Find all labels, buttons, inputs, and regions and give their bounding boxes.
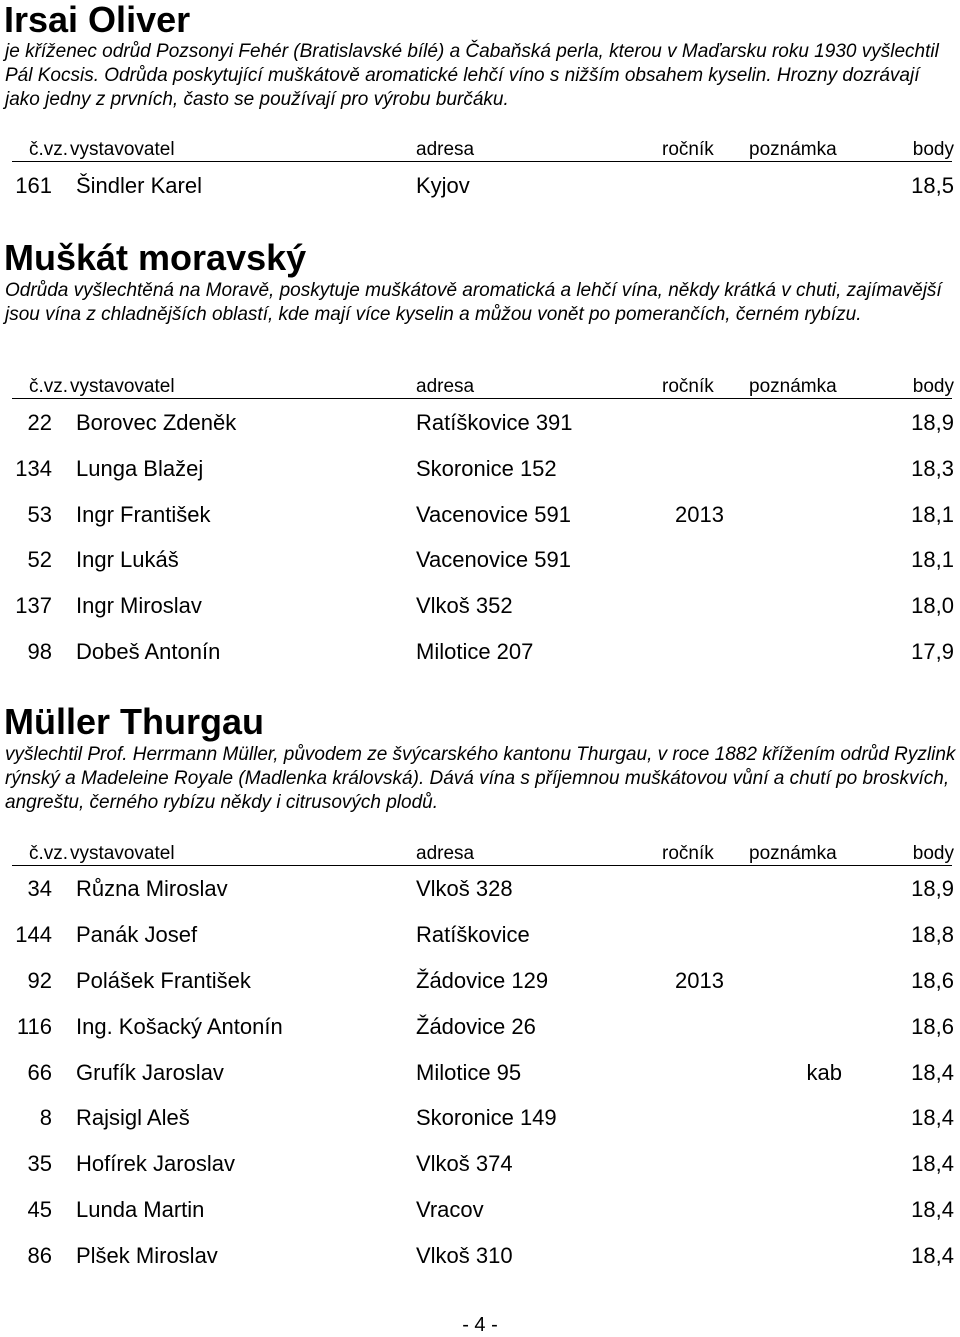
- table-row: [0, 920, 960, 950]
- row-address: Vracov: [416, 1197, 484, 1222]
- row-num: 8: [39, 1105, 52, 1130]
- header-year: ročník: [662, 843, 714, 864]
- table-row: [0, 1103, 960, 1133]
- row-address: Vlkoš 310: [416, 1243, 513, 1268]
- row-exhibitor: Rajsigl Aleš: [76, 1105, 190, 1130]
- row-num: 137: [15, 593, 52, 618]
- row-exhibitor: Grufík Jaroslav: [76, 1060, 224, 1085]
- row-num: 52: [27, 547, 52, 572]
- row-address: Vlkoš 352: [416, 593, 513, 618]
- row-points: 18,6: [911, 1014, 954, 1039]
- row-points: 18,9: [911, 876, 954, 901]
- header-note: poznámka: [749, 139, 837, 160]
- row-exhibitor: Hofírek Jaroslav: [76, 1151, 235, 1176]
- row-points: 18,3: [911, 456, 954, 481]
- row-exhibitor: Borovec Zdeněk: [76, 410, 237, 435]
- row-exhibitor: Plšek Miroslav: [76, 1243, 218, 1268]
- header-address: adresa: [416, 139, 475, 160]
- header-num: č.vz.: [28, 139, 68, 160]
- row-address: Milotice 207: [416, 639, 534, 664]
- row-points: 18,4: [911, 1151, 954, 1176]
- header-year: ročník: [662, 376, 714, 397]
- row-address: Ratíškovice 391: [416, 410, 573, 435]
- row-exhibitor: Dobeš Antonín: [76, 639, 221, 664]
- header-underline: [12, 398, 952, 399]
- row-exhibitor: Různa Miroslav: [76, 876, 228, 901]
- row-address: Ratíškovice: [416, 922, 530, 947]
- row-exhibitor: Lunga Blažej: [76, 456, 204, 481]
- row-points: 18,1: [911, 502, 954, 527]
- row-num: 86: [27, 1243, 52, 1268]
- table-row: [0, 1241, 960, 1271]
- header-address: adresa: [416, 843, 475, 864]
- section-title: Müller Thurgau: [4, 701, 264, 742]
- table-row: [0, 1012, 960, 1042]
- section-title: Irsai Oliver: [4, 0, 191, 40]
- row-num: 116: [16, 1014, 52, 1039]
- header-note: poznámka: [749, 843, 837, 864]
- row-num: 22: [27, 410, 52, 435]
- header-num: č.vz.: [28, 843, 68, 864]
- row-num: 161: [15, 173, 52, 198]
- table-row: [0, 637, 960, 667]
- row-num: 98: [27, 639, 52, 664]
- row-address: Milotice 95: [416, 1060, 522, 1085]
- header-exhibitor: vystavovatel: [70, 376, 175, 397]
- header-exhibitor: vystavovatel: [70, 843, 175, 864]
- row-points: 18,1: [911, 547, 954, 572]
- row-address: Kyjov: [416, 173, 470, 198]
- row-exhibitor: Lunda Martin: [76, 1197, 205, 1222]
- row-points: 17,9: [911, 639, 954, 664]
- table-header: [0, 841, 960, 867]
- header-points: body: [912, 139, 954, 160]
- row-exhibitor: Ingr Miroslav: [76, 593, 202, 618]
- header-underline: [12, 161, 952, 162]
- row-address: Vlkoš 328: [416, 876, 513, 901]
- table-row: [0, 1195, 960, 1225]
- header-year: ročník: [662, 139, 714, 160]
- header-note: poznámka: [749, 376, 837, 397]
- row-points: 18,8: [911, 922, 954, 947]
- row-num: 34: [27, 876, 52, 901]
- row-address: Vacenovice 591: [416, 547, 571, 572]
- row-exhibitor: Polášek František: [76, 968, 251, 993]
- row-note: kab: [806, 1060, 842, 1085]
- table-row: [0, 408, 960, 438]
- row-points: 18,0: [911, 593, 954, 618]
- table-row: [0, 171, 960, 201]
- header-num: č.vz.: [28, 376, 68, 397]
- row-exhibitor: Ing. Košacký Antonín: [76, 1014, 283, 1039]
- table-row: [0, 1149, 960, 1179]
- row-num: 66: [27, 1060, 52, 1085]
- row-exhibitor: Šindler Karel: [76, 173, 202, 198]
- table-row: [0, 1058, 960, 1088]
- row-num: 92: [27, 968, 52, 993]
- row-exhibitor: Panák Josef: [76, 922, 198, 947]
- section-description: Odrůda vyšlechtěná na Moravě, poskytuje muškátově aromatická a lehčí vína, někdy krátká v chuti, zajímavější jsou vína z chladnějších oblastí, kde mají více kyselin a můžou vonět po pomerančích, černém rybízu.: [5, 280, 942, 325]
- row-num: 134: [15, 456, 52, 481]
- row-exhibitor: Ingr František: [76, 502, 211, 527]
- row-points: 18,4: [911, 1243, 954, 1268]
- row-address: Žádovice 26: [416, 1014, 536, 1039]
- header-points: body: [912, 843, 954, 864]
- row-address: Skoronice 152: [416, 456, 557, 481]
- row-year: 2013: [675, 968, 724, 993]
- row-points: 18,4: [911, 1105, 954, 1130]
- table-row: [0, 500, 960, 530]
- table-row: [0, 874, 960, 904]
- section-description: je kříženec odrůd Pozsonyi Fehér (Bratislavské bílé) a Čabaňská perla, kterou v Maďarsku roku 1930 vyšlechtil Pál Kocsis. Odrůda poskytující muškátově aromatické lehčí víno s nižším obsahem kyselin. Hrozny dozrávají jako jedny z prvních, často se používají pro výrobu burčáku.: [5, 41, 939, 110]
- section-title: Muškát moravský: [4, 237, 307, 278]
- row-num: 45: [27, 1197, 52, 1222]
- page-number: - 4 -: [462, 1314, 498, 1336]
- table-row: [0, 545, 960, 575]
- row-num: 35: [27, 1151, 52, 1176]
- header-address: adresa: [416, 376, 475, 397]
- row-address: Žádovice 129: [416, 968, 549, 993]
- header-points: body: [912, 376, 954, 397]
- row-address: Vlkoš 374: [416, 1151, 513, 1176]
- section-description: vyšlechtil Prof. Herrmann Müller, původem ze švýcarského kantonu Thurgau, v roce 1882 křížením odrůd Ryzlink rýnský a Madeleine Royale (Madlenka královská). Dává vína s příjemnou muškátovou vůní a chutí po broskvích, angreštu, černého rybízu někdy i citrusových plodů.: [5, 744, 956, 813]
- row-points: 18,4: [911, 1060, 954, 1085]
- row-points: 18,6: [911, 968, 954, 993]
- table-header: [0, 374, 960, 400]
- row-points: 18,5: [911, 173, 954, 198]
- row-num: 144: [15, 922, 52, 947]
- row-address: Vacenovice 591: [416, 502, 571, 527]
- row-num: 53: [27, 502, 52, 527]
- row-points: 18,4: [911, 1197, 954, 1222]
- table-row: [0, 591, 960, 621]
- header-underline: [12, 865, 952, 866]
- table-row: [0, 454, 960, 484]
- row-address: Skoronice 149: [416, 1105, 557, 1130]
- header-exhibitor: vystavovatel: [70, 139, 175, 160]
- table-header: [0, 137, 960, 163]
- row-points: 18,9: [911, 410, 954, 435]
- row-exhibitor: Ingr Lukáš: [76, 547, 179, 572]
- table-row: [0, 966, 960, 996]
- row-year: 2013: [675, 502, 724, 527]
